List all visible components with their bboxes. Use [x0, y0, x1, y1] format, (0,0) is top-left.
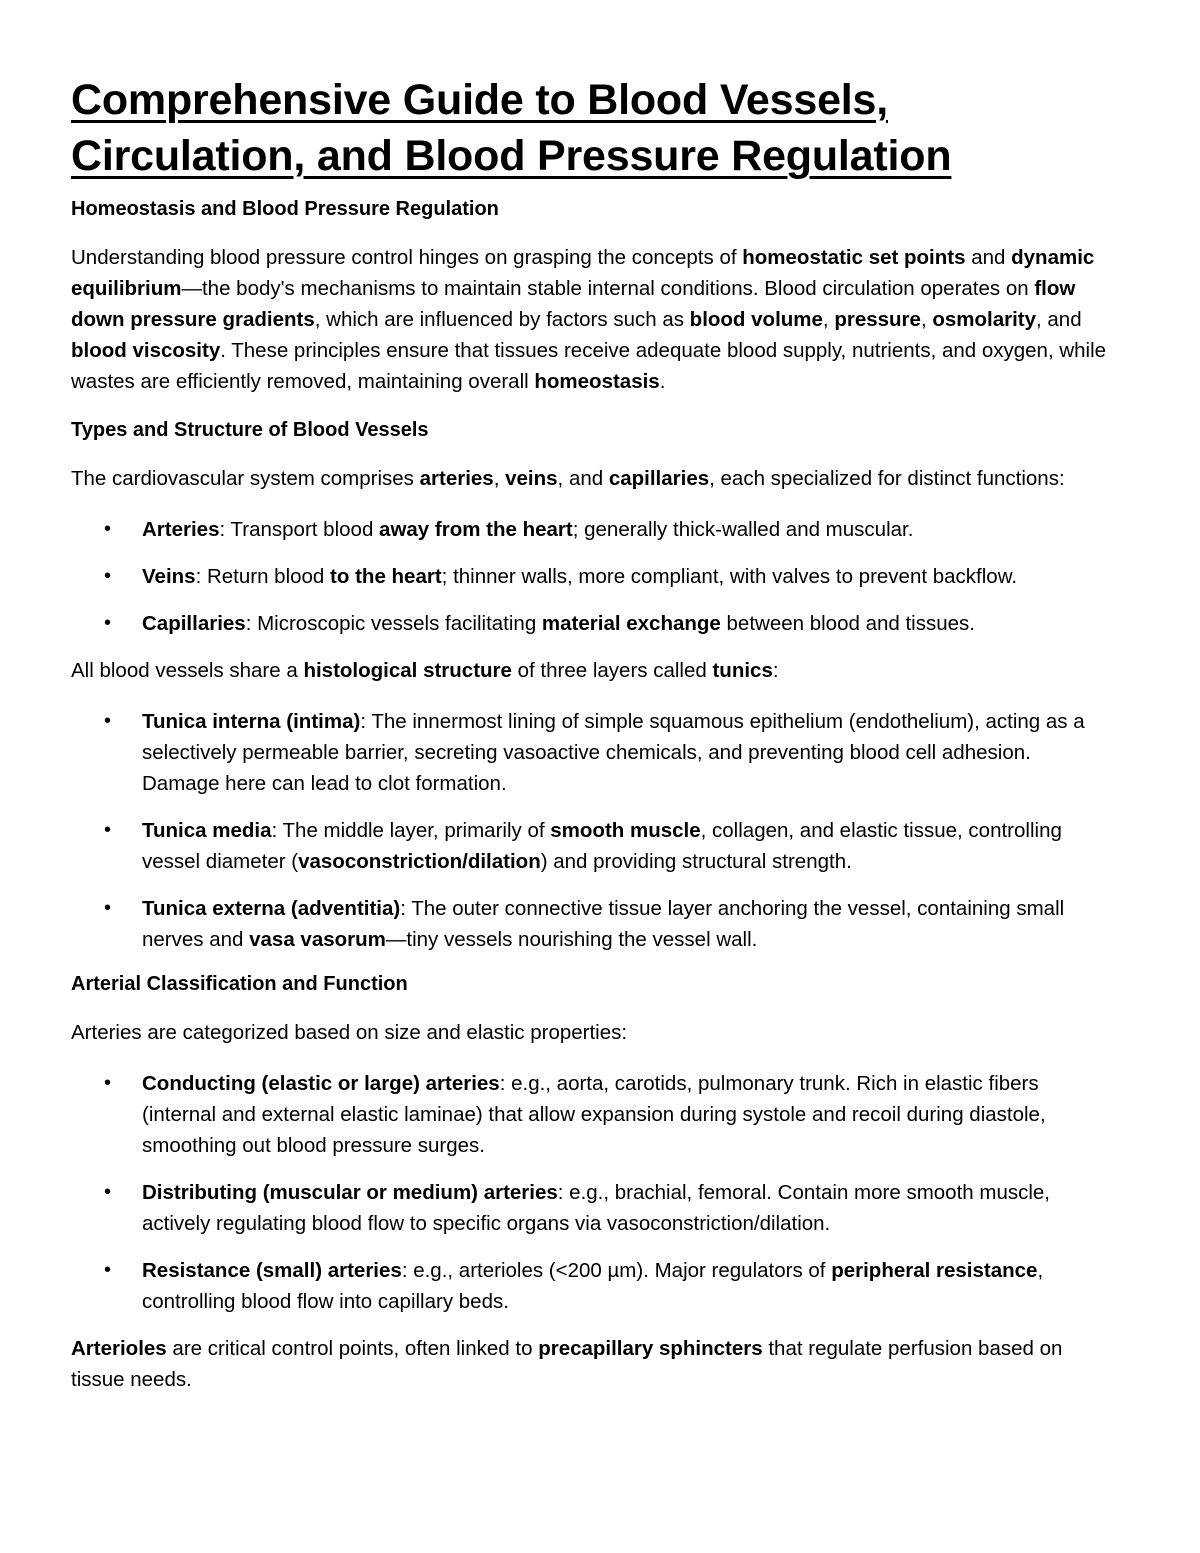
list-item: • Arteries: Transport blood away from the heart; generally thick-walled and muscular.	[71, 514, 1110, 545]
page-title-line-1: Comprehensive Guide to Blood Vessels,	[71, 76, 888, 124]
vessel-types-intro: The cardiovascular system comprises arteries, veins, and capillaries, each specialized for distinct functions:	[71, 467, 1065, 490]
artery-classes-list	[71, 1068, 1110, 1317]
bullet-icon: •	[104, 897, 112, 919]
arterial-intro: Arteries are categorized based on size and elastic properties:	[71, 1021, 628, 1044]
section-heading-vessel-types: Types and Structure of Blood Vessels	[71, 419, 429, 441]
list-item: • Conducting (elastic or large) arteries: e.g., aorta, carotids, pulmonary trunk. Rich in elastic fibers (internal and external elastic laminae) that allow expansion during systole and recoil during diastole, smoothing out blood pressure surges.	[71, 1068, 1110, 1161]
bullet-icon: •	[104, 1259, 112, 1281]
bullet-icon: •	[104, 518, 112, 540]
homeostasis-paragraph: Understanding blood pressure control hinges on grasping the concepts of homeostatic set points and dynamic equilibrium—the body's mechanisms to maintain stable internal conditions. Blood circulation operates on flow down pressure gradients, which are influenced by factors such as blood volume, pressure, osmolarity, and blood viscosity. These principles ensure that tissues receive adequate blood supply, nutrients, and oxygen, while wastes are efficiently removed, maintaining overall homeostasis.	[71, 246, 1107, 393]
list-item: • Capillaries: Microscopic vessels facilitating material exchange between blood and tissues.	[71, 608, 1110, 639]
vessel-types-list	[71, 514, 1110, 639]
bullet-icon: •	[104, 1181, 112, 1203]
bullet-icon: •	[104, 612, 112, 634]
section-heading-homeostasis: Homeostasis and Blood Pressure Regulation	[71, 198, 499, 220]
list-item: • Tunica externa (adventitia): The outer connective tissue layer anchoring the vessel, containing small nerves and vasa vasorum—tiny vessels nourishing the vessel wall.	[71, 893, 1110, 955]
tunics-list	[71, 706, 1110, 955]
bullet-icon: •	[104, 565, 112, 587]
list-item: • Veins: Return blood to the heart; thinner walls, more compliant, with valves to prevent backflow.	[71, 561, 1110, 592]
tunics-intro: All blood vessels share a histological structure of three layers called tunics:	[71, 659, 779, 682]
list-item: • Distributing (muscular or medium) arteries: e.g., brachial, femoral. Contain more smooth muscle, actively regulating blood flow to specific organs via vasoconstriction/dilation.	[71, 1177, 1110, 1239]
page-title	[71, 72, 1110, 184]
arterioles-paragraph: Arterioles are critical control points, often linked to precapillary sphincters that regulate perfusion based on tissue needs.	[71, 1337, 1063, 1391]
page-title-line-2: Circulation, and Blood Pressure Regulation	[71, 132, 952, 180]
list-item: • Tunica media: The middle layer, primarily of smooth muscle, collagen, and elastic tissue, controlling vessel diameter (vasoconstriction/dilation) and providing structural strength.	[71, 815, 1110, 877]
bullet-icon: •	[104, 710, 112, 732]
bullet-icon: •	[104, 819, 112, 841]
list-item: • Resistance (small) arteries: e.g., arterioles (<200 µm). Major regulators of peripheral resistance, controlling blood flow into capillary beds.	[71, 1255, 1110, 1317]
section-heading-arterial-classification: Arterial Classification and Function	[71, 973, 408, 995]
list-item: • Tunica interna (intima): The innermost lining of simple squamous epithelium (endothelium), acting as a selectively permeable barrier, secreting vasoactive chemicals, and preventing blood cell adhesion. Damage here can lead to clot formation.	[71, 706, 1110, 799]
bullet-icon: •	[104, 1072, 112, 1094]
